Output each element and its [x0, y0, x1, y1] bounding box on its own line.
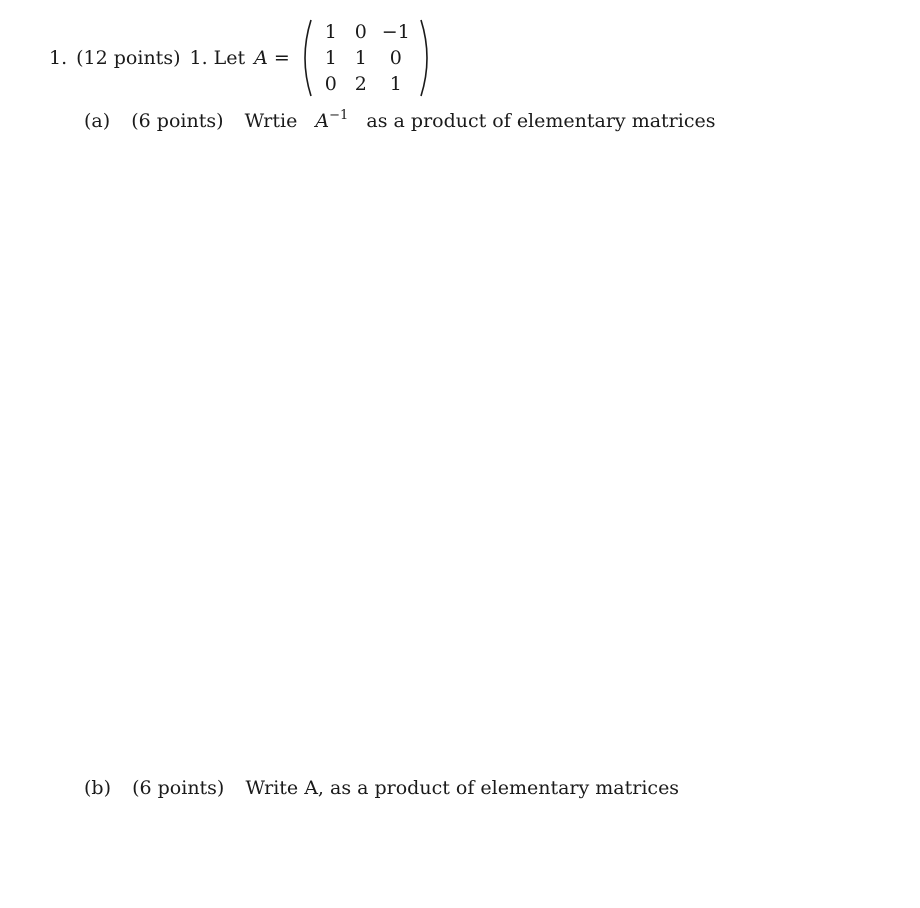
- matrix-cell: 0: [354, 21, 367, 43]
- problem-intro: 1. Let: [189, 47, 246, 69]
- matrix-cell: 0: [389, 47, 402, 69]
- matrix-cell: 2: [354, 73, 367, 95]
- matrix-cell: −1: [381, 21, 410, 43]
- part-b-points: (6 points): [132, 777, 225, 799]
- part-b-text: Write A, as a product of elementary matrices: [245, 777, 680, 799]
- matrix-a: [298, 18, 434, 98]
- part-a-variable: A: [315, 110, 330, 132]
- problem-number: 1.: [49, 47, 68, 69]
- matrix-cell: 1: [324, 21, 337, 43]
- problem-points: (12 points): [76, 47, 181, 69]
- part-a-question: [84, 108, 715, 132]
- matrix-cell: 1: [389, 73, 402, 95]
- part-a-label: (a): [84, 110, 111, 132]
- part-a-text-before: Wrtie: [244, 110, 298, 132]
- left-paren-icon: [298, 18, 314, 98]
- right-paren-icon: [418, 18, 434, 98]
- matrix-cell: 0: [324, 73, 337, 95]
- matrix-grid: [316, 19, 416, 97]
- equals-sign: =: [273, 47, 290, 69]
- part-b-label: (b): [84, 777, 111, 799]
- matrix-cell: 1: [324, 47, 337, 69]
- part-a-text-after: as a product of elementary matrices: [366, 110, 716, 132]
- part-b-question: [84, 777, 679, 799]
- problem-statement: [49, 18, 434, 98]
- matrix-variable: A: [254, 47, 268, 69]
- part-a-exponent: −1: [329, 108, 349, 123]
- matrix-cell: 1: [354, 47, 367, 69]
- part-a-points: (6 points): [131, 110, 224, 132]
